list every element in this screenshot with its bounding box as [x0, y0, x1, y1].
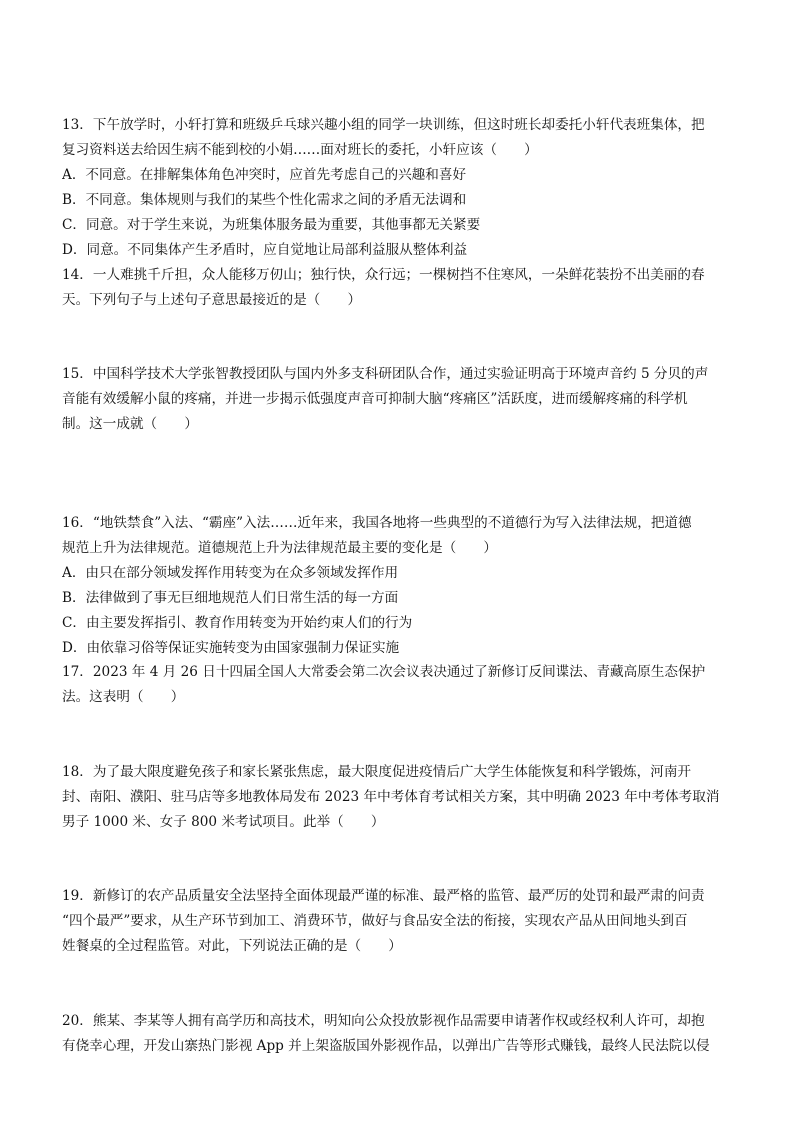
question-13-text: 13．下午放学时，小轩打算和班级乒乓球兴趣小组的同学一块训练，但这时班长却委托小轩代表班集体，把	[62, 117, 705, 133]
question-18-text: 18．为了最大限度避免孩子和家长紧张焦虑，最大限度促进疫情后广大学生体能恢复和科学锻炼，河南开	[62, 764, 692, 780]
question-20-text: 有侥幸心理，开发山寨热门影视 App 并上架盗版国外影视作品，以弹出广告等形式赚钱，最终人民法院以侵	[62, 1038, 710, 1054]
option-d: D．由依靠习俗等保证实施转变为由国家强制力保证实施	[62, 640, 400, 656]
question-16-text: 16．“地铁禁食”入法、“霸座”入法……近年来，我国各地将一些典型的不道德行为写入法律法规，把道德	[62, 515, 692, 531]
question-14-text: 天。下列句子与上述句子意思最接近的是（ ）	[62, 292, 362, 308]
option-c: C．由主要发挥指引、教育作用转变为开始约束人们的行为	[62, 615, 413, 631]
question-14-text: 14．一人难挑千斤担，众人能移万仞山；独行快，众行远；一棵树挡不住寒风，一朵鲜花装扮不出美丽的春	[62, 267, 705, 283]
option-b: B．法律做到了事无巨细地规范人们日常生活的每一方面	[62, 590, 399, 606]
question-19-text: 19．新修订的农产品质量安全法坚持全面体现最严谨的标准、最严格的监管、最严厉的处罚和最严肃的问责	[62, 888, 705, 904]
option-d: D．同意。不同集体产生矛盾时，应自觉地让局部利益服从整体利益	[62, 242, 468, 258]
option-a: A．不同意。在排解集体角色冲突时，应首先考虑自己的兴趣和喜好	[62, 167, 467, 183]
question-19-text: “四个最严”要求，从生产环节到加工、消费环节，做好与食品安全法的衔接，实现农产品从田间地头到百	[62, 913, 688, 929]
question-15-text: 15．中国科学技术大学张智教授团队与国内外多支科研团队合作，通过实验证明高于环境声音约 5 分贝的声	[62, 366, 709, 382]
option-b: B．不同意。集体规则与我们的某些个性化需求之间的矛盾无法调和	[62, 192, 467, 208]
question-15-text: 制。这一成就（ ）	[62, 416, 198, 432]
question-19-text: 姓餐桌的全过程监管。对此，下列说法正确的是（ ）	[62, 938, 402, 954]
option-a: A．由只在部分领域发挥作用转变为在众多领域发挥作用	[62, 565, 399, 581]
question-18-text: 男子 1000 米、女子 800 米考试项目。此举（ ）	[62, 814, 385, 830]
question-16-text: 规范上升为法律规范。道德规范上升为法律规范最主要的变化是（ ）	[62, 540, 497, 556]
question-17-text: 17．2023 年 4 月 26 日十四届全国人大常委会第二次会议表决通过了新修订反间谍法、青藏高原生态保护	[62, 664, 706, 680]
question-13-text: 复习资料送去给因生病不能到校的小娟……面对班长的委托，小轩应该（ ）	[62, 142, 538, 158]
question-15-text: 音能有效缓解小鼠的疼痛，并进一步揭示低强度声音可抑制大脑“疼痛区”活跃度，进而缓解疼痛的科学机	[62, 391, 688, 407]
question-20-text: 20．熊某、李某等人拥有高学历和高技术，明知向公众投放影视作品需要申请著作权或经权利人许可，却抱	[62, 1013, 705, 1029]
question-17-text: 法。这表明（ ）	[62, 689, 185, 705]
option-c: C．同意。对于学生来说，为班集体服务最为重要，其他事都无关紧要	[62, 217, 481, 233]
question-18-text: 封、南阳、濮阳、驻马店等多地教体局发布 2023 年中考体育考试相关方案，其中明确 2023 年中考体考取消	[62, 789, 720, 805]
